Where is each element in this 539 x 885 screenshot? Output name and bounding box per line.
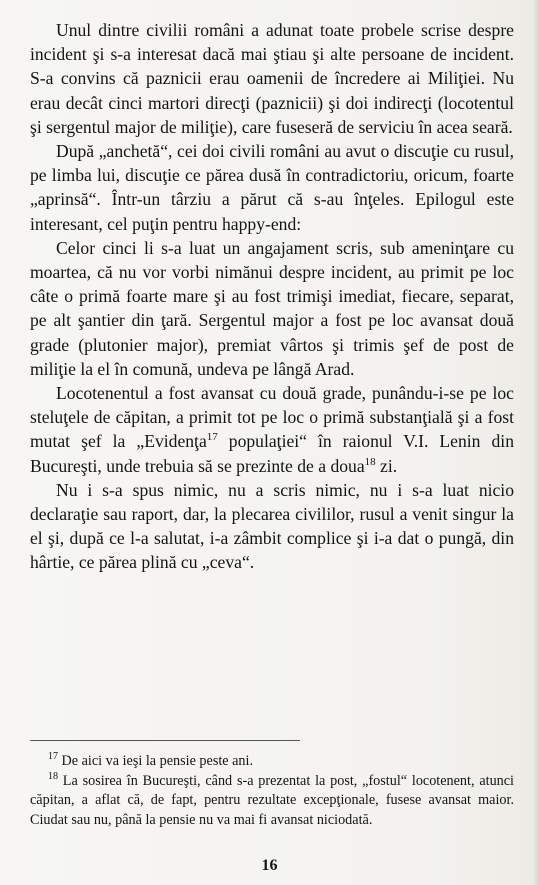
paragraph-1: Unul dintre civilii români a adunat toate probele scrise despre incident şi s-a interesat dacă mai ştiau şi alte persoane de incident. S-a convins că paznicii erau oamenii de încredere ai Miliţiei. Nu erau decât cinci martori direcţi (paznicii) şi doi indirecţi (locotentul şi sergentul major de miliţie), care fuseseră de serviciu în acea seară. bbox=[30, 20, 514, 137]
paragraph-3: Celor cinci li s-a luat un angajament scris, sub ameninţare cu moartea, că nu vor vorbi nimănui despre incident, au primit pe loc câte o primă foarte mare şi au fost trimişi imediat, fiecare, separat, pe alt şantier din ţară. Sergentul major a fost pe loc avansat două grade (plutonier major), premiat vârtos şi trimis şef de post de miliţie la el în comună, undeva pe lângă Arad. bbox=[30, 237, 514, 379]
footnote-marker-17: 17 bbox=[48, 751, 58, 762]
page-edge-shadow bbox=[533, 0, 539, 885]
footnote-17 bbox=[30, 752, 514, 772]
body-text bbox=[30, 18, 514, 575]
footnote-ref-18: 18 bbox=[364, 455, 376, 468]
paragraph-4-part-b: populaţiei“ în raionul V.I. Lenin din Bucureşti, unde trebuia să se prezinte de a doua bbox=[30, 431, 514, 476]
footnote-divider bbox=[30, 740, 300, 741]
paragraph-4-part-c: zi. bbox=[375, 455, 398, 476]
paragraph-4-part-a: Locotenentul a fost avansat cu două grade, punându-i-se pe loc steluţele de căpitan, a primit tot pe loc o primă substanţială şi a fost mutat şef la „Evidenţa bbox=[30, 383, 514, 452]
footnote-17-text: De aici va ieşi la pensie peste ani. bbox=[58, 753, 254, 769]
paragraph-5: Nu i s-a spus nimic, nu a scris nimic, nu i s-a luat nicio declaraţie sau raport, dar, la plecarea civililor, rusul a venit singur la el şi, după ce l-a salutat, i-a zâmbit complice şi i-a dat o pungă, din hârtie, ce părea plină cu „ceva“. bbox=[30, 479, 514, 573]
paragraph-2: După „anchetă“, cei doi civili români au avut o discuţie cu rusul, pe limba lui, discuţie ce părea dusă în contradictoriu, oricum, foarte „aprinsă“. Într-un târziu a părut că s-au înţeles. Epilogul este interesant, cel puţin pentru happy-end: bbox=[30, 141, 514, 234]
footnote-18 bbox=[30, 772, 514, 831]
footnotes bbox=[30, 752, 514, 830]
footnote-marker-18: 18 bbox=[48, 770, 58, 782]
paragraph-4 bbox=[30, 381, 514, 478]
footnote-18-text: La sosirea în Bucureşti, când s-a prezentat la post, „fostul“ locotenent, atunci căpitan, a aflat că, de fapt, pentru rezultate excepţionale, fusese avansat maior. Ciudat sau nu, până la pensie nu va mai fi avansat niciodată. bbox=[30, 772, 514, 828]
page-number: 16 bbox=[261, 857, 278, 874]
footnote-ref-17: 17 bbox=[206, 431, 218, 444]
